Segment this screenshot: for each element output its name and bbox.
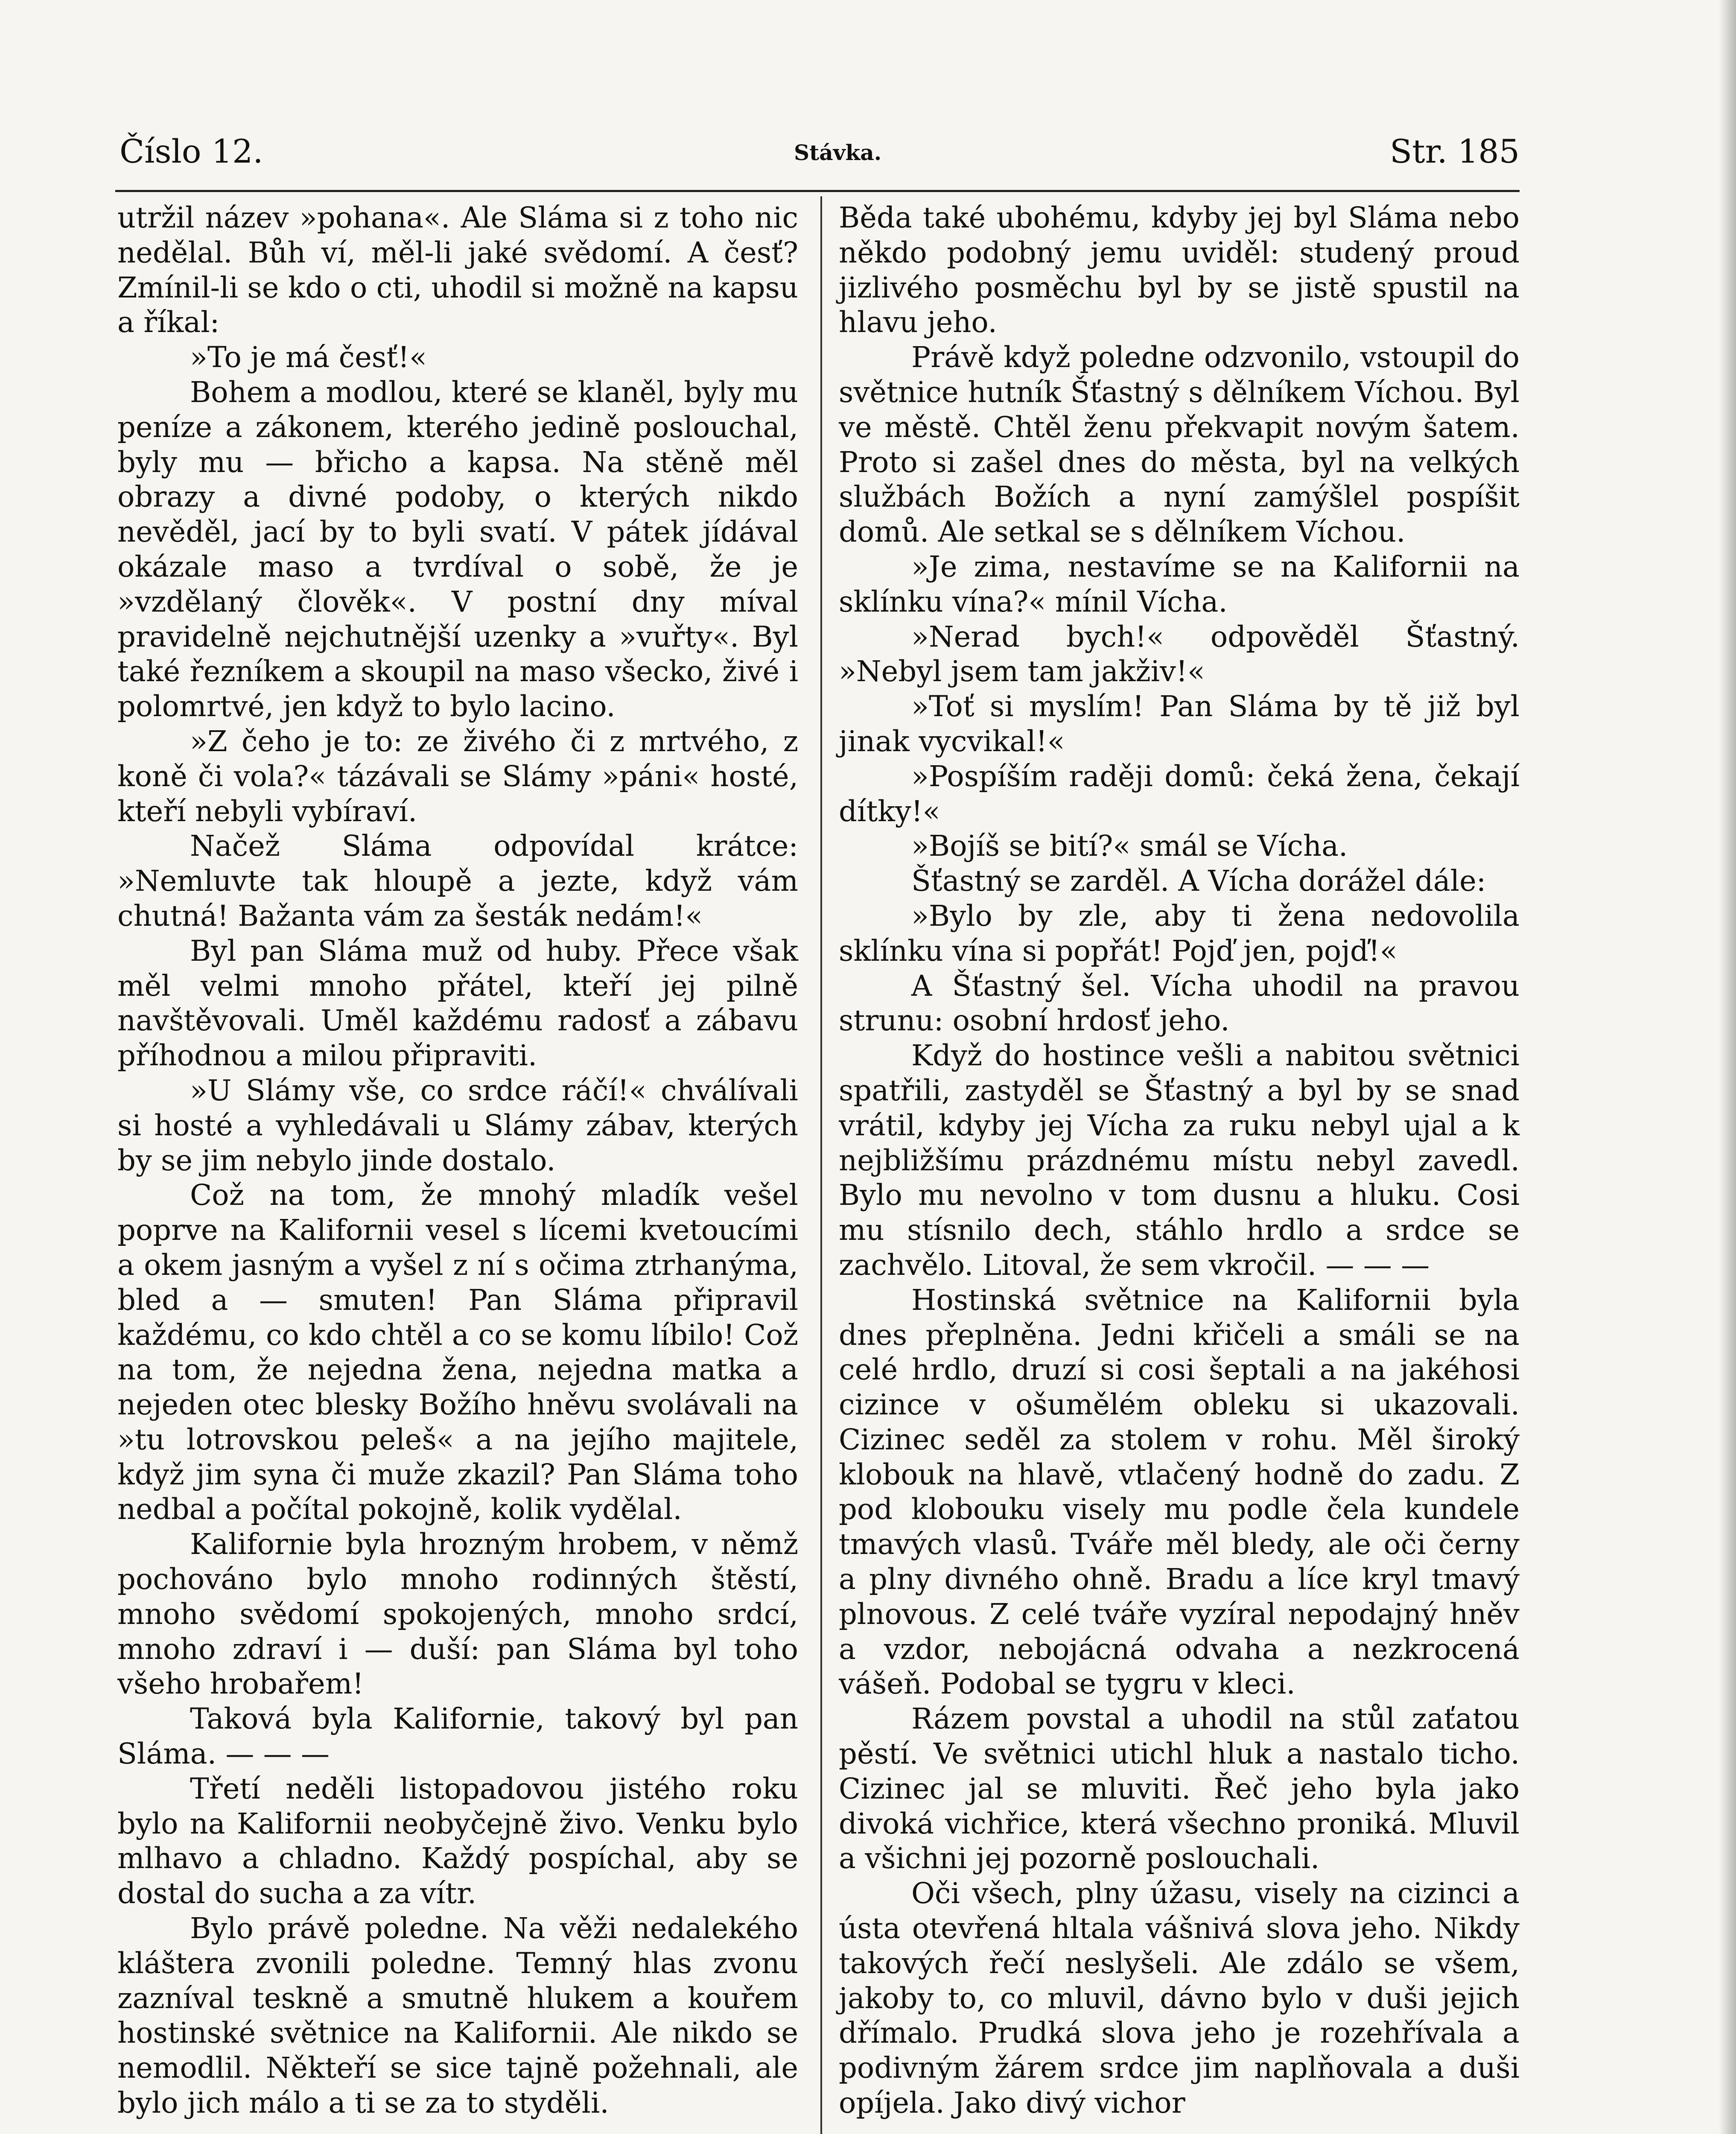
paragraph: A Šťastný šel. Vícha uhodil na pravou strunu: osobní hrdosť jeho. <box>839 969 1520 1038</box>
paragraph: utržil název »pohana«. Ale Sláma si z toho nic nedělal. Bůh ví, měl-li jaké svědomí. A česť? Zmínil-li se kdo o cti, uhodil si možně na kapsu a říkal: <box>117 201 798 339</box>
paragraph: »U Slámy vše, co srdce ráčí!« chválívali si hosté a vyhledávali u Slámy zábav, kterých by se jim nebylo jinde dostalo. <box>117 1073 798 1177</box>
paragraph: Běda také ubohému, kdyby jej byl Sláma nebo někdo podobný jemu uviděl: studený proud jizlivého posměchu byl by se jistě spustil na hlavu jeho. <box>839 201 1520 339</box>
left-column <box>117 201 798 2121</box>
running-title: Stávka. <box>794 140 882 165</box>
paragraph: »Nerad bych!« odpověděl Šťastný. »Nebyl jsem tam jakživ!« <box>839 620 1520 688</box>
paragraph: Když do hostince vešli a nabitou světnici spatřili, zastyděl se Šťastný a byl by se snad vrátil, kdyby jej Vícha za ruku nebyl ujal a k nejbližšímu prázdnému místu nebyl zavedl. Bylo mu nevolno v tom dusnu a hluku. Cosi mu stísnilo dech, stáhlo hrdlo a srdce se zachvělo. Litoval, že sem vkročil. — — — <box>839 1039 1520 1282</box>
page-number: Str. 185 <box>1390 132 1520 170</box>
paragraph: Načež Sláma odpovídal krátce: »Nemluvte tak hloupě a jezte, když vám chutná! Bažanta vám za šesták nedám!« <box>117 829 798 933</box>
paragraph: »Toť si myslím! Pan Sláma by tě již byl jinak vycvikal!« <box>839 690 1520 758</box>
paragraph: »Pospíším raději domů: čeká žena, čekají dítky!« <box>839 759 1520 828</box>
paragraph: »Je zima, nestavíme se na Kalifornii na sklínku vína?« mínil Vícha. <box>839 550 1520 618</box>
paragraph: Bohem a modlou, které se klaněl, byly mu peníze a zákonem, kterého jedině poslouchal, byly mu — břicho a kapsa. Na stěně měl obrazy a divné podoby, o kterých nikdo nevěděl, jací by to byli svatí. V pátek jídával okázale maso a tvrdíval o sobě, že je »vzdělaný člověk«. V postní dny míval pravidelně nejchutnější uzenky a »vuřty«. Byl také řezníkem a skoupil na maso všecko, živé i polomrtvé, jen když to bylo lacino. <box>117 375 798 723</box>
column-divider <box>820 196 822 2134</box>
header-rule <box>115 190 1520 192</box>
scan-edge-shadow <box>1719 0 1736 2134</box>
paragraph: »Z čeho je to: ze živého či z mrtvého, z koně či vola?« tázávali se Slámy »páni« hosté, kteří nebyli vybíraví. <box>117 724 798 828</box>
paragraph: Byl pan Sláma muž od huby. Přece však měl velmi mnoho přátel, kteří jej pilně navštěvovali. Uměl každému radosť a zábavu příhodnou a milou připraviti. <box>117 934 798 1073</box>
paragraph: Třetí neděli listopadovou jistého roku bylo na Kalifornii neobyčejně živo. Venku bylo mlhavo a chladno. Každý pospíchal, aby se dostal do sucha a za vítr. <box>117 1772 798 1910</box>
paragraph: Což na tom, že mnohý mladík vešel poprve na Kalifornii vesel s lícemi kvetoucími a okem jasným a vyšel z ní s očima ztrhanýma, bled a — smuten! Pan Sláma připravil každému, co kdo chtěl a co se komu líbilo! Což na tom, že nejedna žena, nejedna matka a nejeden otec blesky Božího hněvu svolávali na »tu lotrovskou peleš« a na jejího majitele, když jim syna či muže zkazil? Pan Sláma toho nedbal a počítal pokojně, kolik vydělal. <box>117 1178 798 1526</box>
paragraph: Kalifornie byla hrozným hrobem, v němž pochováno bylo mnoho rodinných štěstí, mnoho svědomí spokojených, mnoho srdcí, mnoho zdraví i — duší: pan Sláma byl toho všeho hrobařem! <box>117 1528 798 1701</box>
paragraph: »To je má česť!« <box>190 341 427 374</box>
page-header <box>120 128 1520 184</box>
paragraph: »Bojíš se bití?« smál se Vícha. <box>911 829 1348 863</box>
right-column <box>839 201 1520 2121</box>
paragraph: »Bylo by zle, aby ti žena nedovolila sklínku vína si popřát! Pojď jen, pojď!« <box>839 899 1520 968</box>
paragraph: Oči všech, plny úžasu, visely na cizinci a ústa otevřená hltala vášnivá slova jeho. Nikdy takových řečí neslyšeli. Ale zdálo se všem, jakoby to, co mluvil, dávno bylo v duši jejich dřímalo. Prudká slova jeho je rozehřívala a podivným žárem srdce jim naplňovala a duši opíjela. Jako divý vichor <box>839 1877 1520 2120</box>
paragraph: Rázem povstal a uhodil na stůl zaťatou pěstí. Ve světnici utichl hluk a nastalo ticho. Cizinec jal se mluviti. Řeč jeho byla jako divoká vichřice, která všechno proniká. Mluvil a všichni jej pozorně poslouchali. <box>839 1702 1520 1875</box>
paragraph: Bylo právě poledne. Na věži nedalekého kláštera zvonili poledne. Temný hlas zvonu zazníval teskně a smutně hlukem a kouřem hostinské světnice na Kalifornii. Ale nikdo se nemodlil. Někteří se sice tajně požehnali, ale bylo jich málo a ti se za to styděli. <box>117 1912 798 2120</box>
issue-number: Číslo 12. <box>120 132 263 170</box>
paragraph: Šťastný se zarděl. A Vícha dorážel dále: <box>911 864 1486 898</box>
paragraph: Právě když poledne odzvonilo, vstoupil do světnice hutník Šťastný s dělníkem Víchou. Byl ve městě. Chtěl ženu překvapit novým šatem. Proto si zašel dnes do města, byl na velkých službách Božích a nyní zamýšlel pospíšit domů. Ale setkal se s dělníkem Víchou. <box>839 341 1520 549</box>
paragraph: Hostinská světnice na Kalifornii byla dnes přeplněna. Jedni křičeli a smáli se na celé hrdlo, druzí si cosi šeptali a na jakéhosi cizince v ošumělém obleku si ukazovali. Cizinec seděl za stolem v rohu. Měl široký klobouk na hlavě, vtlačený hodně do zadu. Z pod klobouku visely mu podle čela kundele tmavých vlasů. Tváře měl bledy, ale oči černy a plny divného ohně. Bradu a líce kryl tmavý plnovous. Z celé tváře vyzíral nepodajný hněv a vzdor, nebojácná odvaha a nezkrocená vášeň. Podobal se tygru v kleci. <box>839 1283 1520 1701</box>
paragraph: Taková byla Kalifornie, takový byl pan Sláma. — — — <box>117 1702 798 1771</box>
